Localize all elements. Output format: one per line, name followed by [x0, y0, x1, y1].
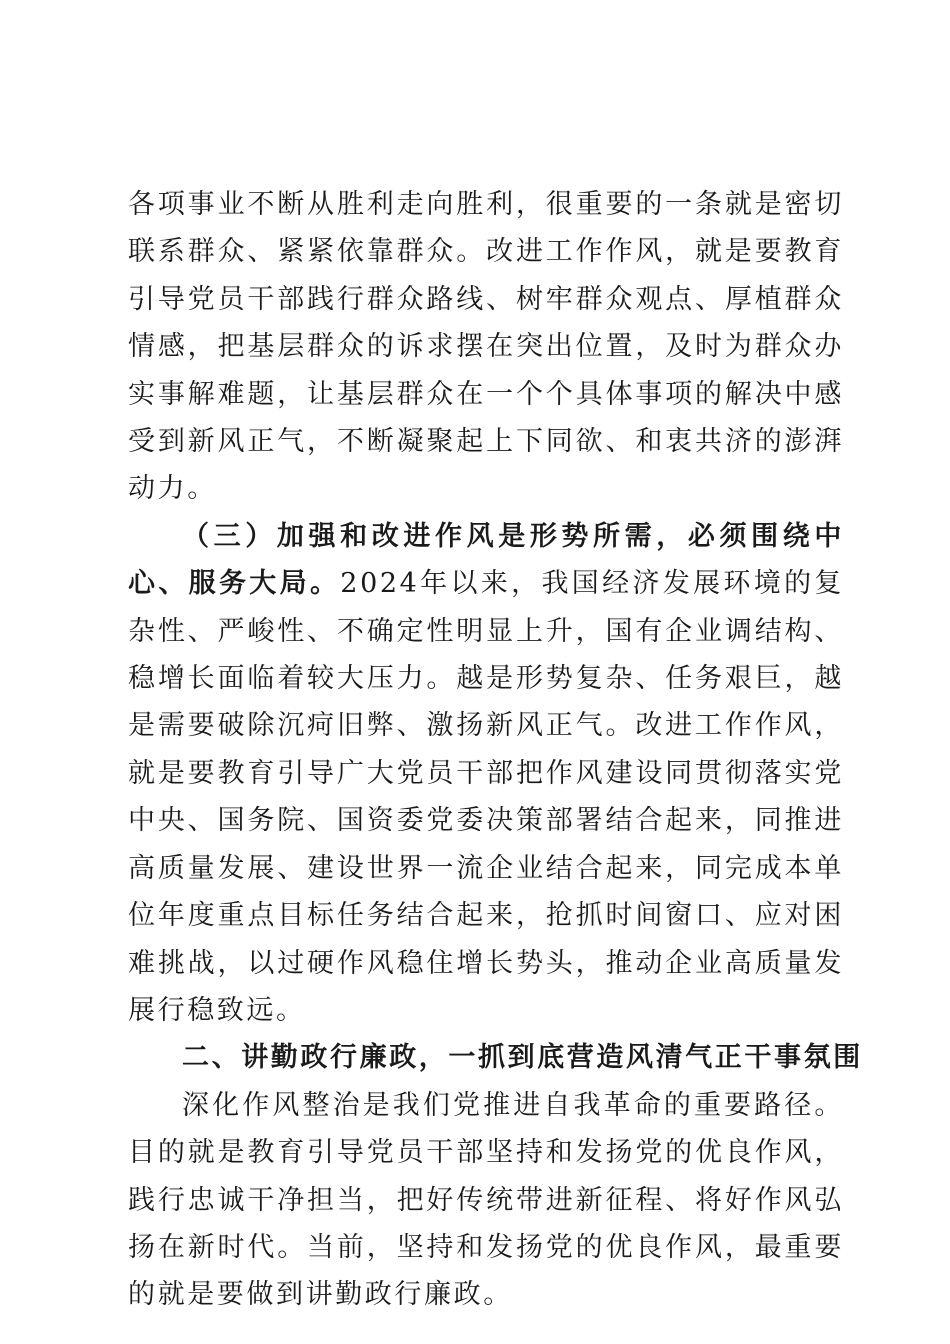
paragraph-continuation: 各项事业不断从胜利走向胜利，很重要的一条就是密切联系群众、紧紧依靠群众。改进工作作风，就是要教育引导党员干部践行群众路线、树牢群众观点、厚植群众情感，把基层群众的诉求摆在突出位置，及时为群众办实事解难题，让基层群众在一个个具体事项的解决中感受到新风正气，不断凝聚起上下同欲、和衷共济的澎湃动力。 — [128, 189, 844, 505]
paragraph-situation-body: 2024年以来，我国经济发展环境的复杂性、严峻性、不确定性明显上升，国有企业调结构、稳增长面临着较大压力。越是形势复杂、任务艰巨，越是需要破除沉疴旧弊、激扬新风正气。改进工作作风，就是要教育引导广大党员干部把作风建设同贯彻落实党中央、国务院、国资委党委决策部署结合起来，同推进高质量发展、建设世界一流企业结合起来，同完成本单位年度重点目标任务结合起来，抢抓时间窗口、应对困难挑战，以过硬作风稳住增长势头，推动企业高质量发展行稳致远。 — [128, 568, 844, 1026]
section-title-two: 二、讲勤政行廉政，一抓到底营造风清气正干事氛围 — [182, 1042, 863, 1074]
paragraph-situation — [128, 513, 844, 1034]
subheading-three: （三）加强和改进作风是形势所需，必须围绕中心、服务大局。 — [128, 520, 844, 600]
document-body — [128, 181, 863, 1319]
paragraph-rectification: 深化作风整治是我们党推进自我革命的重要路径。目的就是教育引导党员干部坚持和发扬党的优良作风，践行忠诚干净担当，把好传统带进新征程、将好作风弘扬在新时代。当前，坚持和发扬党的优良作风，最重要的就是要做到讲勤政行廉政。 — [128, 1089, 844, 1311]
